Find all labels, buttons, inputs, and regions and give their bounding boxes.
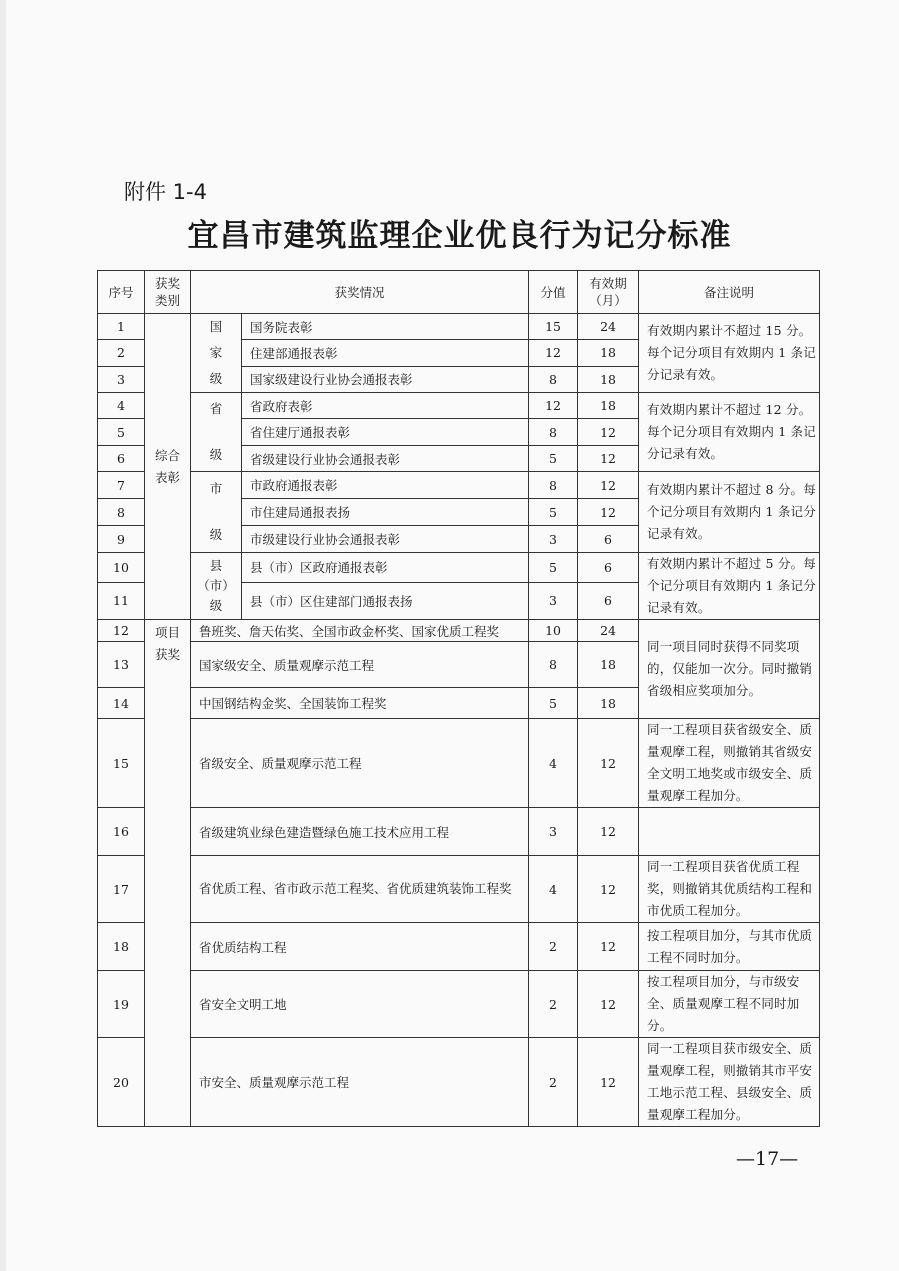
- row-score: 3: [529, 582, 578, 619]
- row-score: 5: [529, 688, 578, 719]
- row-no: 17: [98, 856, 145, 923]
- row-no: 3: [98, 366, 145, 392]
- row-item: 住建部通报表彰: [242, 340, 529, 366]
- row-no: 5: [98, 419, 145, 446]
- row-score: 2: [529, 1038, 578, 1127]
- table-row: [98, 719, 820, 808]
- page-title: 宜昌市建筑监理企业优良行为记分标准: [187, 218, 732, 254]
- row-score: 2: [529, 923, 578, 971]
- header-category: 获奖类别: [145, 271, 191, 314]
- remark-18: 按工程项目加分，与其市优质工程不同时加分。: [639, 923, 820, 971]
- table-row: [98, 314, 820, 340]
- row-score: 3: [529, 526, 578, 553]
- row-item: 国家级建设行业协会通报表彰: [242, 366, 529, 392]
- row-no: 14: [98, 688, 145, 719]
- row-item: 市住建局通报表扬: [242, 499, 529, 526]
- remark-national: 有效期内累计不超过 15 分。每个记分项目有效期内 1 条记分记录有效。: [639, 314, 820, 393]
- level-char: 市: [209, 481, 223, 496]
- row-months: 6: [578, 526, 639, 553]
- table-row: [98, 620, 820, 642]
- row-no: 10: [98, 553, 145, 583]
- row-no: 19: [98, 971, 145, 1038]
- row-no: 20: [98, 1038, 145, 1127]
- table-row: [98, 856, 820, 923]
- row-item: 省级安全、质量观摩示范工程: [191, 719, 529, 808]
- row-score: 4: [529, 856, 578, 923]
- row-no: 12: [98, 620, 145, 642]
- row-score: 8: [529, 419, 578, 446]
- level-char: （市）: [197, 578, 235, 593]
- row-months: 12: [578, 1038, 639, 1127]
- remark-provincial: 有效期内累计不超过 12 分。每个记分项目有效期内 1 条记分记录有效。: [639, 393, 820, 472]
- row-months: 12: [578, 923, 639, 971]
- row-months: 18: [578, 642, 639, 688]
- row-score: 12: [529, 340, 578, 366]
- level-char: 级: [209, 527, 223, 542]
- level-city: [191, 472, 242, 553]
- row-score: 8: [529, 366, 578, 392]
- row-item: 市级建设行业协会通报表彰: [242, 526, 529, 553]
- row-item: 省安全文明工地: [191, 971, 529, 1038]
- table-row: [98, 393, 820, 419]
- row-item: 省政府表彰: [242, 393, 529, 419]
- row-months: 12: [578, 971, 639, 1038]
- row-months: 6: [578, 553, 639, 583]
- remark-19: 按工程项目加分，与市级安全、质量观摩工程不同时加分。: [639, 971, 820, 1038]
- attachment-label: 附件 1-4: [124, 180, 207, 204]
- row-item: 县（市）区政府通报表彰: [242, 553, 529, 583]
- remark-16: [639, 808, 820, 856]
- row-months: 18: [578, 688, 639, 719]
- row-months: 18: [578, 393, 639, 419]
- row-score: 5: [529, 446, 578, 472]
- row-item: 省住建厅通报表彰: [242, 419, 529, 446]
- row-item: 省级建设行业协会通报表彰: [242, 446, 529, 472]
- row-item: 市安全、质量观摩示范工程: [191, 1038, 529, 1127]
- row-item: 县（市）区住建部门通报表扬: [242, 582, 529, 619]
- header-score: 分值: [529, 271, 578, 314]
- table-row: [98, 472, 820, 499]
- row-months: 18: [578, 366, 639, 392]
- header-remark: 备注说明: [639, 271, 820, 314]
- row-months: 12: [578, 472, 639, 499]
- level-char: 级: [209, 371, 223, 386]
- row-score: 10: [529, 620, 578, 642]
- row-score: 3: [529, 808, 578, 856]
- table-row: [98, 1038, 820, 1127]
- row-score: 5: [529, 553, 578, 583]
- row-item: 国务院表彰: [242, 314, 529, 340]
- row-months: 12: [578, 499, 639, 526]
- level-char: 家: [209, 345, 223, 360]
- level-char: 级: [209, 447, 223, 462]
- row-no: 18: [98, 923, 145, 971]
- scoring-table: [97, 270, 820, 1127]
- row-item: 鲁班奖、詹天佑奖、全国市政金杯奖、国家优质工程奖: [191, 620, 529, 642]
- row-item: 省级建筑业绿色建造暨绿色施工技术应用工程: [191, 808, 529, 856]
- row-months: 12: [578, 719, 639, 808]
- level-char: 省: [209, 401, 223, 416]
- row-score: 2: [529, 971, 578, 1038]
- row-score: 8: [529, 472, 578, 499]
- row-no: 1: [98, 314, 145, 340]
- row-months: 6: [578, 582, 639, 619]
- table-row: [98, 923, 820, 971]
- header-validity: 有效期（月）: [578, 271, 639, 314]
- remark-city: 有效期内累计不超过 8 分。每个记分项目有效期内 1 条记分记录有效。: [639, 472, 820, 553]
- row-months: 12: [578, 419, 639, 446]
- table-row: [98, 808, 820, 856]
- page-number: —17—: [736, 1148, 799, 1170]
- page-edge: [0, 0, 6, 1271]
- level-char: 国: [209, 319, 223, 334]
- header-row: [98, 271, 820, 314]
- row-score: 12: [529, 393, 578, 419]
- remark-17: 同一工程项目获省优质工程奖，则撤销其优质结构工程和市优质工程加分。: [639, 856, 820, 923]
- row-months: 12: [578, 856, 639, 923]
- row-months: 18: [578, 340, 639, 366]
- table-row: [98, 971, 820, 1038]
- row-item: 省优质结构工程: [191, 923, 529, 971]
- row-item: 中国钢结构金奖、全国装饰工程奖: [191, 688, 529, 719]
- remark-20: 同一工程项目获市级安全、质量观摩工程，则撤销其市平安工地示范工程、县级安全、质量观摩工程加分。: [639, 1038, 820, 1127]
- row-score: 4: [529, 719, 578, 808]
- row-no: 16: [98, 808, 145, 856]
- row-no: 11: [98, 582, 145, 619]
- row-no: 8: [98, 499, 145, 526]
- row-score: 8: [529, 642, 578, 688]
- row-months: 12: [578, 808, 639, 856]
- row-item: 省优质工程、省市政示范工程奖、省优质建筑装饰工程奖: [191, 856, 529, 923]
- row-no: 7: [98, 472, 145, 499]
- row-no: 2: [98, 340, 145, 366]
- level-provincial: [191, 393, 242, 472]
- remark-12-14: 同一项目同时获得不同奖项的，仅能加一次分。同时撤销省级相应奖项加分。: [639, 620, 820, 719]
- row-months: 24: [578, 314, 639, 340]
- row-score: 15: [529, 314, 578, 340]
- row-no: 6: [98, 446, 145, 472]
- row-score: 5: [529, 499, 578, 526]
- table-row: [98, 553, 820, 583]
- category-comprehensive: 综合表彰: [145, 314, 191, 620]
- remark-15: 同一工程项目获省级安全、质量观摩工程，则撤销其省级安全文明工地奖或市级安全、质量观摩工程加分。: [639, 719, 820, 808]
- row-no: 15: [98, 719, 145, 808]
- category-project: 项目获奖: [145, 620, 191, 1127]
- level-char: 县: [209, 558, 223, 573]
- row-no: 4: [98, 393, 145, 419]
- level-national: [191, 314, 242, 393]
- level-char: 级: [209, 598, 223, 613]
- row-item: 国家级安全、质量观摩示范工程: [191, 642, 529, 688]
- row-item: 市政府通报表彰: [242, 472, 529, 499]
- header-no: 序号: [98, 271, 145, 314]
- header-situation: 获奖情况: [191, 271, 529, 314]
- row-no: 9: [98, 526, 145, 553]
- remark-county: 有效期内累计不超过 5 分。每个记分项目有效期内 1 条记分记录有效。: [639, 553, 820, 620]
- row-no: 13: [98, 642, 145, 688]
- level-county: [191, 553, 242, 620]
- row-months: 24: [578, 620, 639, 642]
- row-months: 12: [578, 446, 639, 472]
